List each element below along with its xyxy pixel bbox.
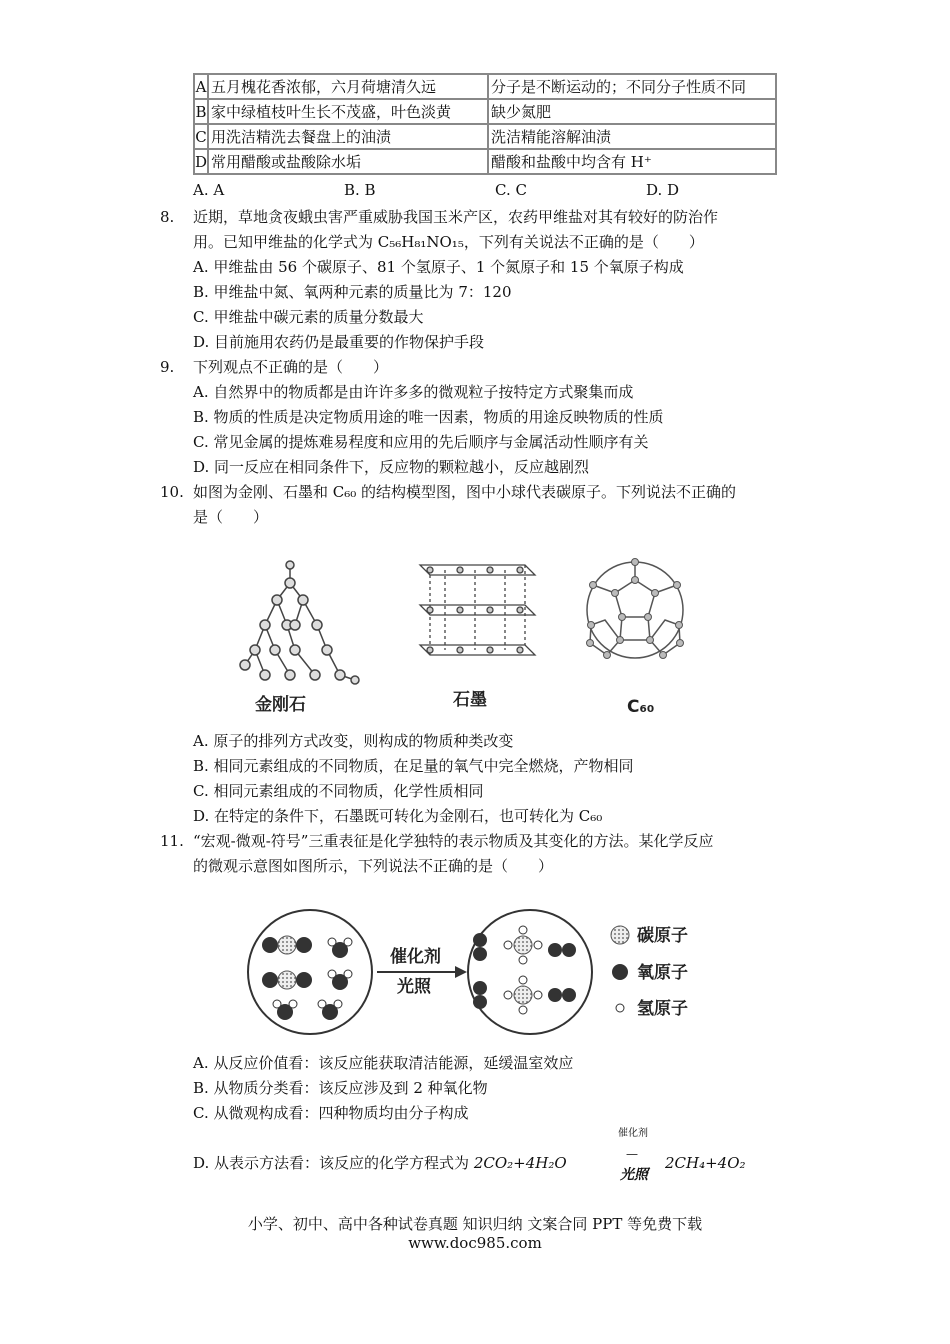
question-stem: 近期，草地贪夜蛾虫害严重威胁我国玉米产区，农药甲维盐对其有较好的防治作 bbox=[193, 208, 719, 226]
table-row bbox=[194, 149, 776, 174]
option-a[interactable]: A. 甲维盐由 56 个碳原子、81 个氢原子、1 个氮原子和 15 个氧原子构成 bbox=[193, 258, 684, 276]
equation-arrow: — bbox=[626, 1147, 638, 1161]
diamond-label: 金刚石 bbox=[255, 695, 306, 715]
row-phenomenon: 五月槐花香浓郁，六月荷塘清久远 bbox=[208, 74, 488, 99]
graphite-model bbox=[420, 565, 535, 655]
equation-products: 2CH₄+4O₂ bbox=[665, 1154, 746, 1172]
question-number: 9. bbox=[160, 358, 175, 376]
option-c[interactable]: C. 常见金属的提炼难易程度和应用的先后顺序与金属活动性顺序有关 bbox=[193, 433, 649, 451]
row-phenomenon: 常用醋酸或盐酸除水垢 bbox=[208, 149, 488, 174]
product-ch4 bbox=[504, 926, 542, 1014]
option-d[interactable] bbox=[193, 1153, 567, 1173]
equation-catalyst: 催化剂 bbox=[618, 1128, 648, 1139]
question-stem: 的微观示意图如图所示，下列说法不正确的是（ ） bbox=[193, 857, 554, 875]
footer-text: 小学、初中、高中各种试卷真题 知识归纳 文案合同 PPT 等免费下载 bbox=[247, 1215, 703, 1233]
table-row bbox=[194, 124, 776, 149]
footer-url[interactable]: www.doc985.com bbox=[408, 1234, 542, 1252]
question-number: 11. bbox=[160, 832, 184, 850]
question-stem: 用。已知甲维盐的化学式为 C₅₆H₈₁NO₁₅，下列有关说法不正确的是（ ） bbox=[193, 233, 704, 251]
reaction-arrow bbox=[377, 946, 467, 997]
question-stem: 如图为金刚、石墨和 C₆₀ 的结构模型图，图中小球代表碳原子。下列说法不正确的 bbox=[193, 483, 737, 501]
option-a[interactable]: A. A bbox=[193, 181, 225, 199]
option-d[interactable]: D. 在特定的条件下，石墨既可转化为金刚石，也可转化为 C₆₀ bbox=[193, 807, 603, 825]
q7-table bbox=[193, 73, 777, 175]
table-row bbox=[194, 74, 776, 99]
row-explanation: 分子是不断运动的；不同分子性质不同 bbox=[488, 74, 776, 99]
option-c[interactable]: C. C bbox=[495, 181, 527, 199]
option-d[interactable]: D. 目前施用农药仍是最重要的作物保护手段 bbox=[193, 333, 485, 351]
legend-oxygen: 氧原子 bbox=[637, 963, 688, 983]
table-row bbox=[194, 99, 776, 124]
option-d[interactable]: D. D bbox=[646, 181, 680, 199]
question-number: 10. bbox=[160, 483, 184, 501]
legend-carbon: 碳原子 bbox=[637, 926, 688, 946]
row-explanation: 洗洁精能溶解油渍 bbox=[488, 124, 776, 149]
question-number: 8. bbox=[160, 208, 175, 226]
q7-options bbox=[193, 180, 797, 200]
row-phenomenon: 用洗洁精洗去餐盘上的油渍 bbox=[208, 124, 488, 149]
carbon-allotropes-figure bbox=[235, 545, 685, 720]
row-key: D bbox=[194, 149, 208, 174]
option-b[interactable]: B. 甲维盐中氮、氧两种元素的质量比为 7：120 bbox=[193, 283, 512, 301]
question-stem: 下列观点不正确的是（ ） bbox=[193, 358, 389, 376]
c60-label: C₆₀ bbox=[627, 697, 655, 717]
option-d[interactable]: D. 同一反应在相同条件下，反应物的颗粒越小，反应越剧烈 bbox=[193, 458, 590, 476]
row-explanation: 醋酸和盐酸中均含有 H⁺ bbox=[488, 149, 776, 174]
option-b[interactable]: B. 物质的性质是决定物质用途的唯一因素，物质的用途反映物质的性质 bbox=[193, 408, 664, 426]
row-key: B bbox=[194, 99, 208, 124]
option-c[interactable]: C. 从微观构成看：四种物质均由分子构成 bbox=[193, 1104, 469, 1122]
option-a[interactable]: A. 自然界中的物质都是由许许多多的微观粒子按特定方式聚集而成 bbox=[193, 383, 634, 401]
option-a[interactable]: A. 从反应价值看：该反应能获取清洁能源，延缓温室效应 bbox=[193, 1054, 574, 1072]
option-c[interactable]: C. 相同元素组成的不同物质，化学性质相同 bbox=[193, 782, 484, 800]
row-key: C bbox=[194, 124, 208, 149]
question-stem: “宏观-微观-符号”三重表征是化学独特的表示物质及其变化的方法。某化学反应 bbox=[193, 832, 714, 850]
equation-reactants: 2CO₂+4H₂O bbox=[473, 1154, 567, 1172]
row-key: A bbox=[194, 74, 208, 99]
option-c[interactable]: C. 甲维盐中碳元素的质量分数最大 bbox=[193, 308, 424, 326]
option-b[interactable]: B. 相同元素组成的不同物质，在足量的氧气中完全燃烧，产物相同 bbox=[193, 757, 634, 775]
legend-hydrogen: 氢原子 bbox=[637, 999, 688, 1019]
diamond-model bbox=[240, 561, 359, 684]
graphite-label: 石墨 bbox=[453, 690, 487, 710]
row-explanation: 缺少氮肥 bbox=[488, 99, 776, 124]
row-phenomenon: 家中绿植枝叶生长不茂盛，叶色淡黄 bbox=[208, 99, 488, 124]
light-label: 光照 bbox=[397, 977, 431, 997]
reaction-microscopic-diagram bbox=[245, 900, 705, 1040]
reactant-co2 bbox=[262, 936, 312, 989]
option-b[interactable]: B. 从物质分类看：该反应涉及到 2 种氧化物 bbox=[193, 1079, 488, 1097]
equation-light: 光照 bbox=[620, 1167, 648, 1183]
question-stem: 是（ ） bbox=[193, 508, 269, 526]
option-a[interactable]: A. 原子的排列方式改变，则构成的物质种类改变 bbox=[193, 732, 514, 750]
atom-legend bbox=[611, 925, 688, 1019]
option-b[interactable]: B. B bbox=[344, 181, 376, 199]
catalyst-label: 催化剂 bbox=[390, 947, 441, 967]
option-d-text: D. 从表示方法看：该反应的化学方程式为 bbox=[193, 1154, 470, 1172]
